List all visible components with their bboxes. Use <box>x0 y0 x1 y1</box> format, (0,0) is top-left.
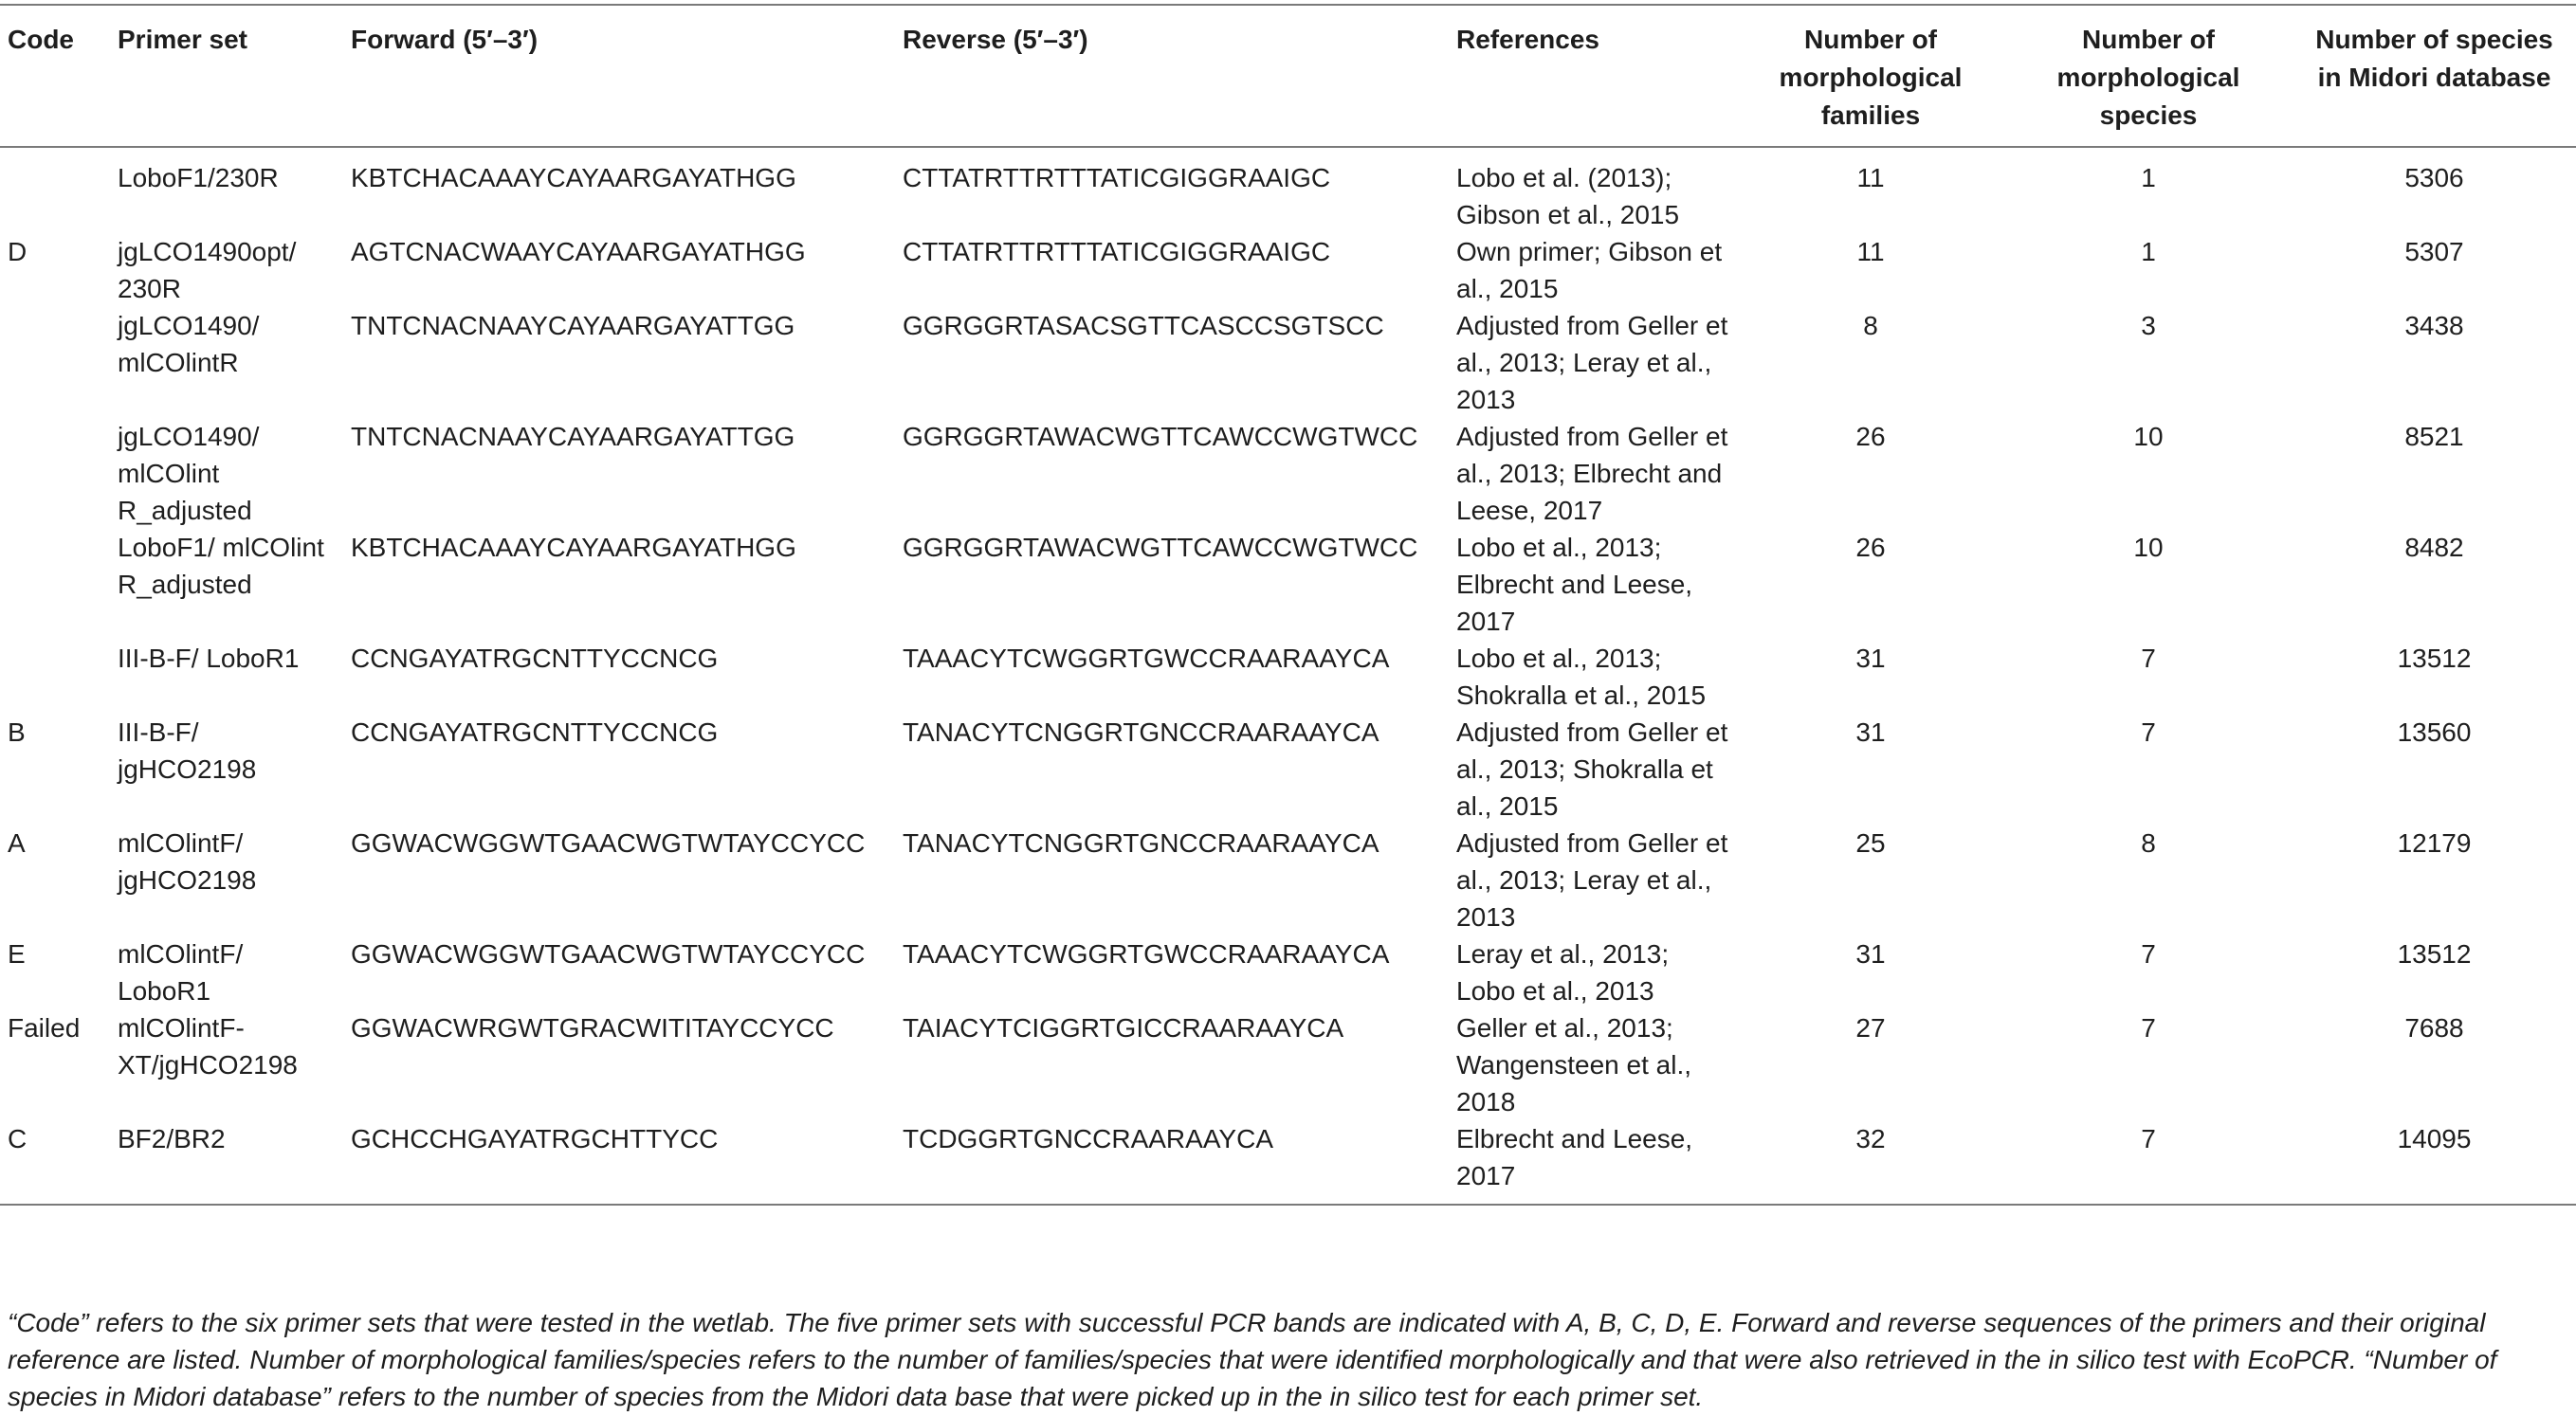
cell-species: 10 <box>2133 533 2164 562</box>
cell-midori: 14095 <box>2293 1120 2576 1205</box>
cell-reverse: TANACYTCNGGRTGNCCRAARAAYCA <box>903 828 1379 858</box>
cell-code: E <box>8 939 26 969</box>
column-header-forward: Forward (5′–3′) <box>343 5 895 147</box>
cell-primer-set: mlCOlintF- XT/jgHCO2198 <box>118 1013 298 1080</box>
cell-species: 1 <box>2141 163 2156 192</box>
cell-code: C <box>0 1120 110 1205</box>
cell-forward: TNTCNACNAAYCAYAARGAYATTGG <box>351 422 795 451</box>
cell-families: 11 <box>1856 237 1885 266</box>
cell-primer-set: LoboF1/230R <box>118 163 279 192</box>
table-row <box>0 825 2576 935</box>
cell-midori: 3438 <box>2404 311 2464 340</box>
cell-species: 1 <box>2141 237 2156 266</box>
cell-reverse: CTTATRTTRTTTATICGIGGRAAIGC <box>903 163 1331 192</box>
cell-forward: GGWACWGGWTGAACWGTWTAYCCYCC <box>351 939 866 969</box>
cell-reverse: TANACYTCNGGRTGNCCRAARAAYCA <box>903 717 1379 747</box>
table-row <box>0 233 2576 307</box>
cell-code: A <box>8 828 26 858</box>
column-header-code: Code <box>0 5 110 147</box>
cell-midori: 12179 <box>2397 828 2472 858</box>
cell-primer-set: jgLCO1490/ mlCOlintR <box>118 311 260 377</box>
cell-midori: 13560 <box>2397 717 2472 747</box>
cell-midori: 5306 <box>2404 163 2464 192</box>
cell-midori: 13512 <box>2397 939 2472 969</box>
cell-reverse: GGRGGRTAWACWGTTCAWCCWGTWCC <box>903 422 1418 451</box>
cell-forward: AGTCNACWAAYCAYAARGAYATHGG <box>351 237 806 266</box>
column-header-reverse: Reverse (5′–3′) <box>895 5 1449 147</box>
cell-code <box>0 529 110 640</box>
cell-primer-set: jgLCO1490opt/ 230R <box>118 237 297 303</box>
cell-primer-set: mlCOlintF/ jgHCO2198 <box>118 828 257 895</box>
cell-references: Own primer; Gibson et al., 2015 <box>1456 237 1723 303</box>
cell-references: Adjusted from Geller et al., 2013; Leray et al., 2013 <box>1456 311 1728 414</box>
cell-reverse: CTTATRTTRTTTATICGIGGRAAIGC <box>903 237 1331 266</box>
cell-families: 32 <box>1737 1120 2004 1205</box>
cell-references: Lobo et al. (2013); Gibson et al., 2015 <box>1456 163 1680 229</box>
cell-references: Adjusted from Geller et al., 2013; Shokralla et al., 2015 <box>1456 717 1728 821</box>
table-row <box>0 1009 2576 1120</box>
cell-forward: GGWACWGGWTGAACWGTWTAYCCYCC <box>351 828 866 858</box>
cell-primer-set: III-B-F/ jgHCO2198 <box>118 717 257 784</box>
cell-midori: 8482 <box>2404 533 2464 562</box>
column-header-primer-set: Primer set <box>110 5 343 147</box>
cell-families: 31 <box>1855 939 1886 969</box>
table-row <box>0 307 2576 418</box>
cell-code <box>0 307 110 418</box>
cell-families: 26 <box>1855 422 1886 451</box>
cell-reverse: GGRGGRTASACSGTTCASCCSGTSCC <box>903 311 1384 340</box>
cell-species: 10 <box>2133 422 2164 451</box>
cell-code: D <box>8 237 27 266</box>
cell-primer-set: LoboF1/ mlCOlint R_adjusted <box>118 533 324 599</box>
cell-code <box>0 147 110 233</box>
cell-forward: GGWACWRGWTGRACWITITAYCCYCC <box>351 1013 834 1043</box>
cell-primer-set: mlCOlintF/ LoboR1 <box>118 939 244 1006</box>
cell-code: B <box>8 717 26 747</box>
column-header-midori: Number of species in Midori database <box>2293 5 2576 147</box>
primer-table <box>0 4 2576 1206</box>
cell-reverse: TAAACYTCWGGRTGWCCRAARAAYCA <box>903 644 1390 673</box>
cell-forward: KBTCHACAAAYCAYAARGAYATHGG <box>351 163 796 192</box>
cell-code <box>0 418 110 529</box>
cell-reverse: GGRGGRTAWACWGTTCAWCCWGTWCC <box>903 533 1418 562</box>
cell-families: 11 <box>1856 163 1885 192</box>
cell-families: 31 <box>1855 644 1886 673</box>
column-header-species: Number of morphological species <box>2004 5 2293 147</box>
cell-references: Adjusted from Geller et al., 2013; Elbrecht and Leese, 2017 <box>1456 422 1728 525</box>
table-row <box>0 714 2576 825</box>
cell-forward: GCHCCHGAYATRGCHTTYCC <box>343 1120 895 1205</box>
cell-forward: KBTCHACAAAYCAYAARGAYATHGG <box>351 533 796 562</box>
table-row <box>0 1120 2576 1205</box>
cell-references: Elbrecht and Leese, 2017 <box>1449 1120 1737 1205</box>
cell-primer-set: III-B-F/ LoboR1 <box>118 644 300 673</box>
cell-forward: CCNGAYATRGCNTTYCCNCG <box>351 717 719 747</box>
cell-families: 27 <box>1855 1013 1886 1043</box>
cell-reverse: TCDGGRTGNCCRAARAAYCA <box>895 1120 1449 1205</box>
cell-primer-set: BF2/BR2 <box>110 1120 343 1205</box>
cell-midori: 13512 <box>2397 644 2472 673</box>
cell-families: 25 <box>1855 828 1886 858</box>
cell-species: 7 <box>2141 939 2156 969</box>
cell-code <box>0 640 110 714</box>
cell-species: 3 <box>2141 311 2156 340</box>
table-row <box>0 147 2576 233</box>
cell-families: 8 <box>1863 311 1878 340</box>
cell-species: 7 <box>2004 1120 2293 1205</box>
cell-forward: CCNGAYATRGCNTTYCCNCG <box>351 644 719 673</box>
cell-code: Failed <box>8 1013 81 1043</box>
table-caption: “Code” refers to the six primer sets that were tested in the wetlab. The five primer sets with successful PCR bands are indicated with A, B, C, D, E. Forward and reverse sequences of the primers and their original reference are listed. Number of morphological families/species refers to the number of families/species that were identified morphologically and that were also retrieved in the in silico test with EcoPCR. “Number of species in Midori database” refers to the number of species from the Midori data base that were picked up in the in silico test for each primer set. <box>8 1308 2497 1411</box>
cell-references: Geller et al., 2013; Wangensteen et al., 2018 <box>1456 1013 1692 1116</box>
column-header-families: Number of morphological families <box>1737 5 2004 147</box>
cell-species: 8 <box>2141 828 2156 858</box>
table-row <box>0 529 2576 640</box>
cell-species: 7 <box>2141 644 2156 673</box>
cell-species: 7 <box>2141 717 2156 747</box>
cell-references: Lobo et al., 2013; Shokralla et al., 2015 <box>1456 644 1707 710</box>
table-row <box>0 640 2576 714</box>
cell-reverse: TAIACYTCIGGRTGICCRAARAAYCA <box>903 1013 1344 1043</box>
cell-midori: 7688 <box>2404 1013 2464 1043</box>
cell-families: 26 <box>1855 533 1886 562</box>
cell-references: Adjusted from Geller et al., 2013; Leray et al., 2013 <box>1456 828 1728 932</box>
column-header-references: References <box>1449 5 1737 147</box>
cell-references: Leray et al., 2013; Lobo et al., 2013 <box>1456 939 1670 1006</box>
cell-midori: 5307 <box>2404 237 2464 266</box>
cell-midori: 8521 <box>2404 422 2464 451</box>
cell-references: Lobo et al., 2013; Elbrecht and Leese, 2017 <box>1456 533 1693 636</box>
cell-families: 31 <box>1855 717 1886 747</box>
cell-forward: TNTCNACNAAYCAYAARGAYATTGG <box>351 311 795 340</box>
cell-reverse: TAAACYTCWGGRTGWCCRAARAAYCA <box>903 939 1390 969</box>
cell-species: 7 <box>2141 1013 2156 1043</box>
header-row <box>0 5 2576 147</box>
cell-primer-set: jgLCO1490/ mlCOlint R_adjusted <box>118 422 260 525</box>
table-row <box>0 418 2576 529</box>
table-row <box>0 935 2576 1009</box>
